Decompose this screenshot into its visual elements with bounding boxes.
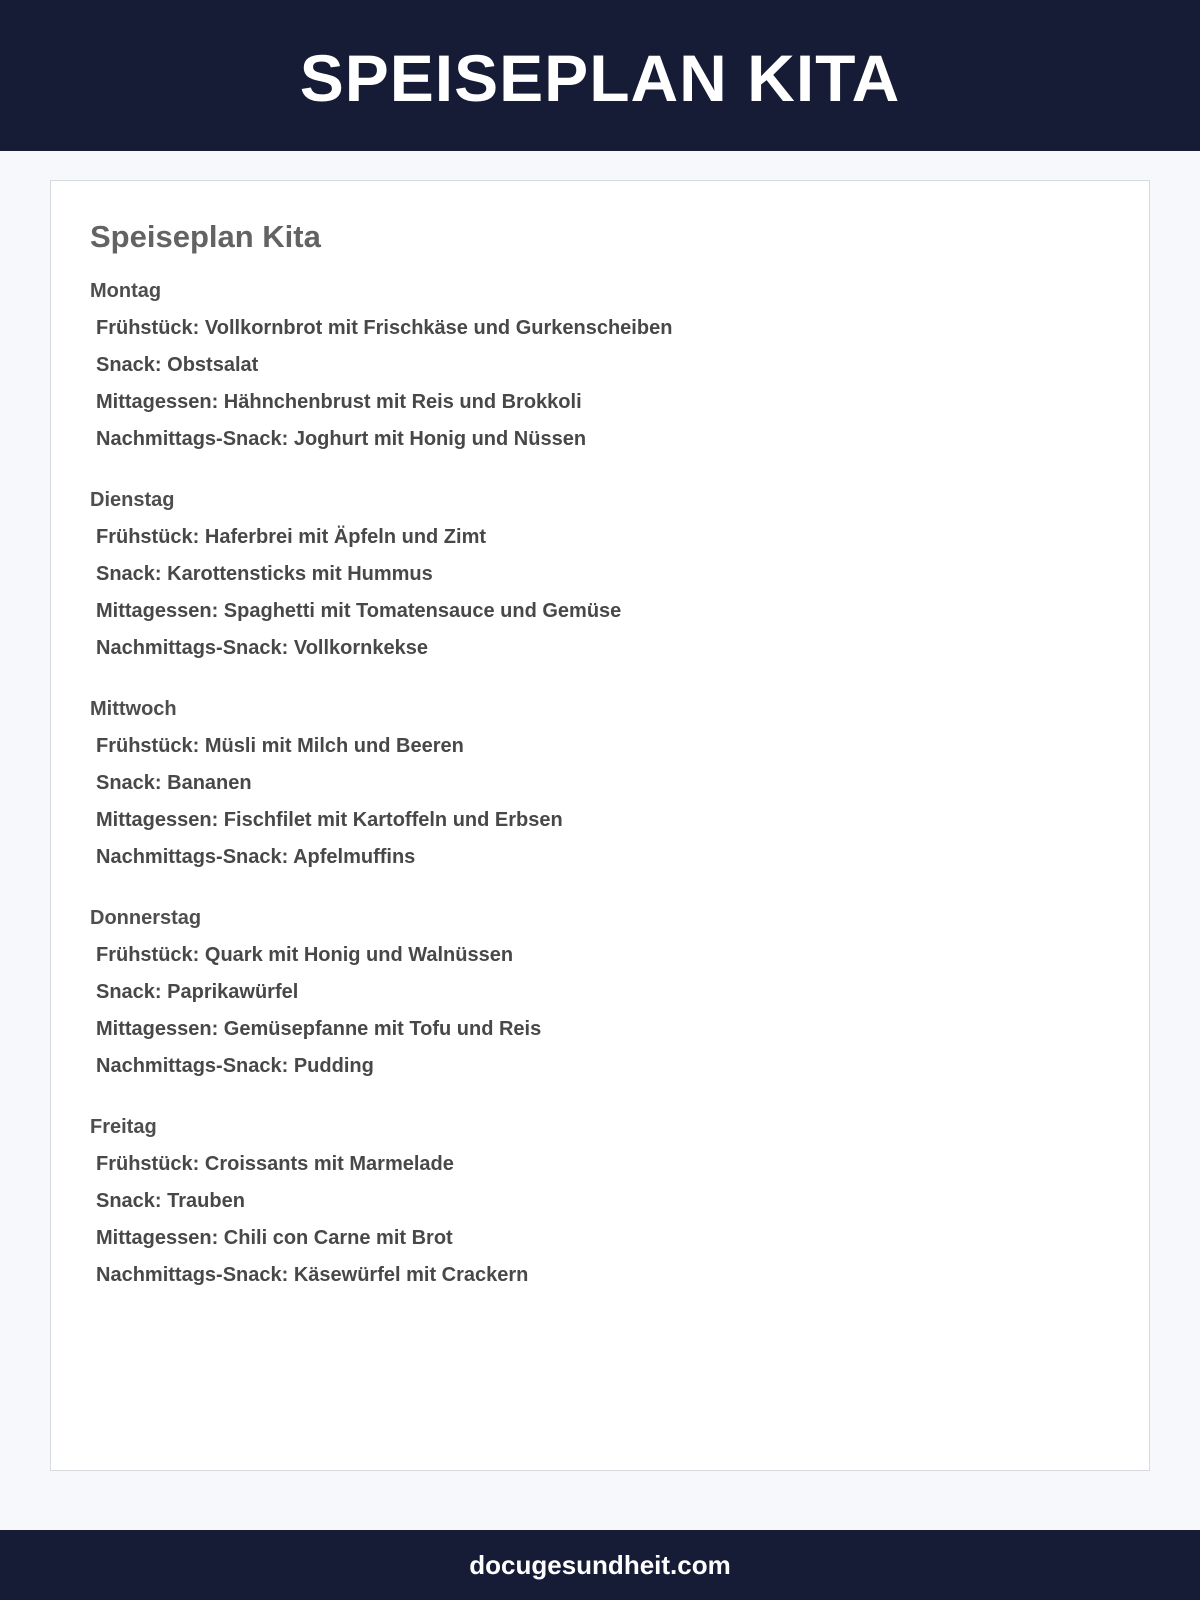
day-name: Dienstag xyxy=(90,489,175,511)
day-section-mittwoch xyxy=(90,699,1090,908)
meal-item: Nachmittags-Snack: Vollkornkekse xyxy=(96,637,428,659)
footer-site-label: docugesundheit.com xyxy=(469,1550,731,1580)
day-section-dienstag xyxy=(90,490,1090,699)
day-section-montag xyxy=(90,281,1090,490)
day-section-freitag xyxy=(90,1117,1090,1326)
meal-item: Frühstück: Vollkornbrot mit Frischkäse und Gurkenscheiben xyxy=(96,317,673,339)
meal-item: Nachmittags-Snack: Apfelmuffins xyxy=(96,846,416,868)
meal-item: Snack: Trauben xyxy=(96,1190,245,1212)
day-name: Montag xyxy=(90,280,162,302)
day-name: Mittwoch xyxy=(90,698,177,720)
meal-item: Snack: Bananen xyxy=(96,772,252,794)
meal-item: Nachmittags-Snack: Pudding xyxy=(96,1055,374,1077)
meal-item: Frühstück: Quark mit Honig und Walnüssen xyxy=(96,944,514,966)
meal-item: Frühstück: Croissants mit Marmelade xyxy=(96,1153,454,1175)
menu-card xyxy=(50,180,1150,1471)
meal-item: Frühstück: Müsli mit Milch und Beeren xyxy=(96,735,464,757)
meal-item: Mittagessen: Spaghetti mit Tomatensauce und Gemüse xyxy=(96,600,622,622)
day-section-donnerstag xyxy=(90,908,1090,1117)
day-name: Freitag xyxy=(90,1116,157,1138)
meal-item: Nachmittags-Snack: Joghurt mit Honig und Nüssen xyxy=(96,428,587,450)
meal-item: Nachmittags-Snack: Käsewürfel mit Crackern xyxy=(96,1264,529,1286)
document-heading: Speiseplan Kita xyxy=(90,219,321,254)
meal-item: Snack: Karottensticks mit Hummus xyxy=(96,563,433,585)
meal-item: Snack: Paprikawürfel xyxy=(96,981,299,1003)
meal-item: Mittagessen: Gemüsepfanne mit Tofu und Reis xyxy=(96,1018,542,1040)
day-name: Donnerstag xyxy=(90,907,202,929)
meal-item: Frühstück: Haferbrei mit Äpfeln und Zimt xyxy=(96,526,487,548)
meal-item: Snack: Obstsalat xyxy=(96,354,259,376)
meal-item: Mittagessen: Hähnchenbrust mit Reis und Brokkoli xyxy=(96,391,582,413)
banner-title: SPEISEPLAN KITA xyxy=(299,40,901,115)
top-banner xyxy=(0,0,1200,151)
meal-item: Mittagessen: Fischfilet mit Kartoffeln und Erbsen xyxy=(96,809,563,831)
footer-bar xyxy=(0,1530,1200,1600)
meal-item: Mittagessen: Chili con Carne mit Brot xyxy=(96,1227,453,1249)
day-list xyxy=(90,281,1090,1326)
